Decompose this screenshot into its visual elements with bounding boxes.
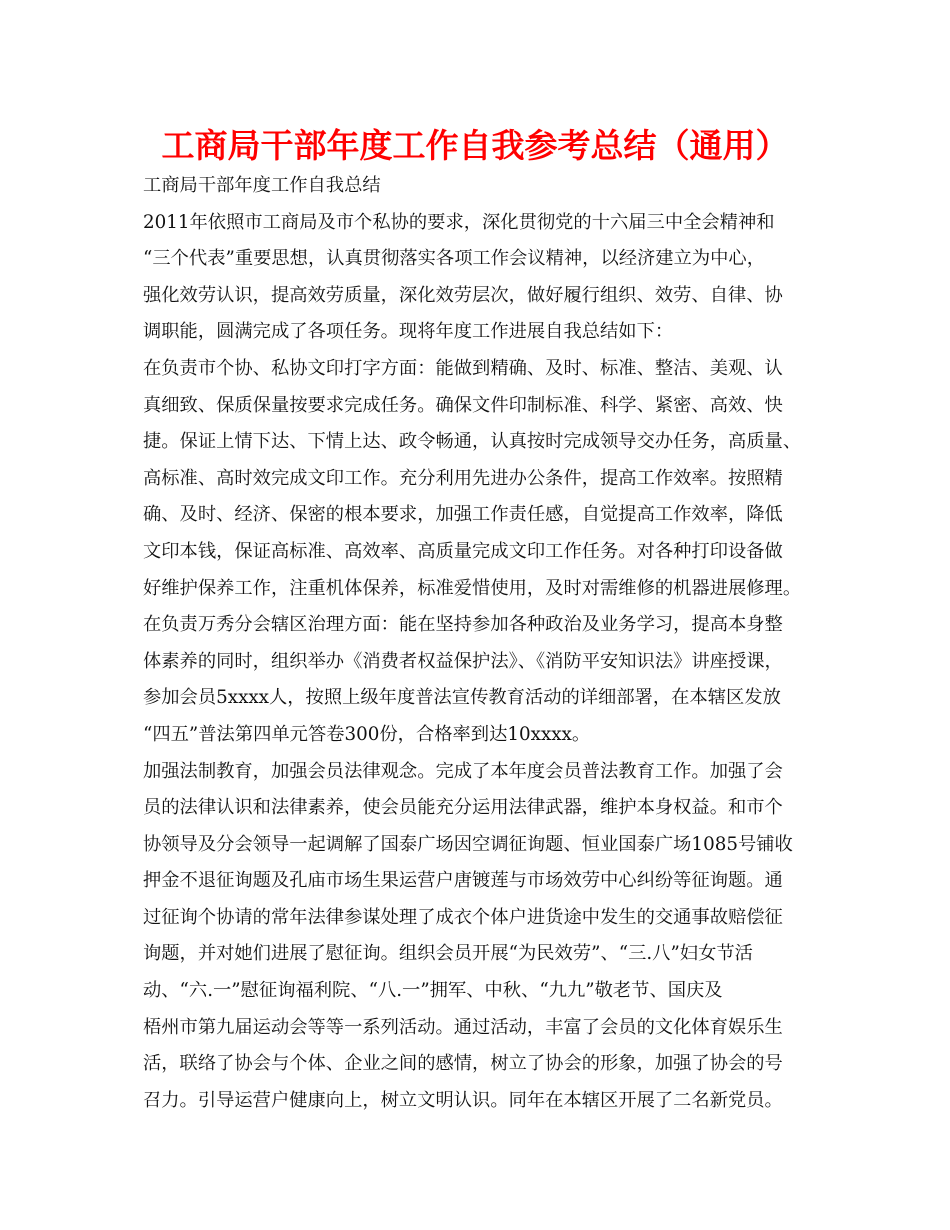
body-line: 协领导及分会领导一起调解了国泰广场因空调征询题、恒业国泰广场1085号铺收 (143, 833, 793, 855)
document-title: 工商局干部年度工作自我参考总结（通用） (161, 126, 789, 165)
body-line: 活，联络了协会与个体、企业之间的感情，树立了协会的形象，加强了协会的号 (143, 1053, 783, 1075)
body-line: 体素养的同时，组织举办《消费者权益保护法》、《消防平安知识法》讲座授课， (143, 650, 783, 672)
body-line: 过征询个协请的常年法律参谋处理了成衣个体户进货途中发生的交通事故赔偿征 (143, 906, 783, 928)
body-line: 好维护保养工作，注重机体保养，标准爱惜使用，及时对需维修的机器进展修理。 (143, 577, 802, 599)
body-line: 员的法律认识和法律素养，使会员能充分运用法律武器，维护本身权益。和市个 (143, 797, 783, 819)
body-line: 召力。引导运营户健康向上，树立文明认识。同年在本辖区开展了二名新党员。 (143, 1089, 783, 1111)
body-line: 确、及时、经济、保密的根本要求，加强工作责任感，自觉提高工作效率，降低 (143, 504, 783, 526)
body-line: 捷。保证上情下达、下情上达、政令畅通，认真按时完成领导交办任务，高质量、 (143, 431, 802, 453)
body-line: “四五”普法第四单元答卷300份，合格率到达10xxxx。 (143, 723, 591, 745)
body-line: 梧州市第九届运动会等等一系列活动。通过活动，丰富了会员的文化体育娱乐生 (143, 1016, 783, 1038)
body-line: 调职能，圆满完成了各项任务。现将年度工作进展自我总结如下： (143, 321, 674, 343)
body-line: 动、“六.一”慰征询福利院、“八.一”拥军、中秋、“九九”敬老节、国庆及 (143, 980, 723, 1002)
body-line: 文印本钱，保证高标准、高效率、高质量完成文印工作任务。对各种打印设备做 (143, 540, 783, 562)
body-line: 工商局干部年度工作自我总结 (143, 175, 381, 196)
body-line: 高标准、高时效完成文印工作。充分利用先进办公条件，提高工作效率。按照精 (143, 467, 783, 489)
body-line: 询题，并对她们进展了慰征询。组织会员开展“为民效劳”、“三.八”妇女节活 (143, 943, 753, 965)
document-body (143, 168, 823, 1119)
body-line: 在负责万秀分会辖区治理方面：能在坚持参加各种政治及业务学习，提高本身整 (143, 614, 783, 636)
body-line: 真细致、保质保量按要求完成任务。确保文件印制标准、科学、紧密、高效、快 (143, 394, 783, 416)
body-line: 押金不退征询题及孔庙市场生果运营户唐镀莲与市场效劳中心纠纷等征询题。通 (143, 870, 783, 892)
body-line: 在负责市个协、私协文印打字方面：能做到精确、及时、标准、整洁、美观、认 (143, 357, 783, 379)
body-line: “三个代表”重要思想，认真贯彻落实各项工作会议精神，以经济建立为中心， (143, 248, 765, 270)
body-line: 加强法制教育，加强会员法律观念。完成了本年度会员普法教育工作。加强了会 (143, 760, 783, 782)
body-line: 强化效劳认识，提高效劳质量，深化效劳层次，做好履行组织、效劳、自律、协 (143, 284, 783, 306)
body-line: 参加会员5xxxx人，按照上级年度普法宣传教育活动的详细部署，在本辖区发放 (143, 687, 781, 709)
body-line: 2011年依照市工商局及市个私协的要求，深化贯彻党的十六届三中全会精神和 (143, 211, 775, 233)
